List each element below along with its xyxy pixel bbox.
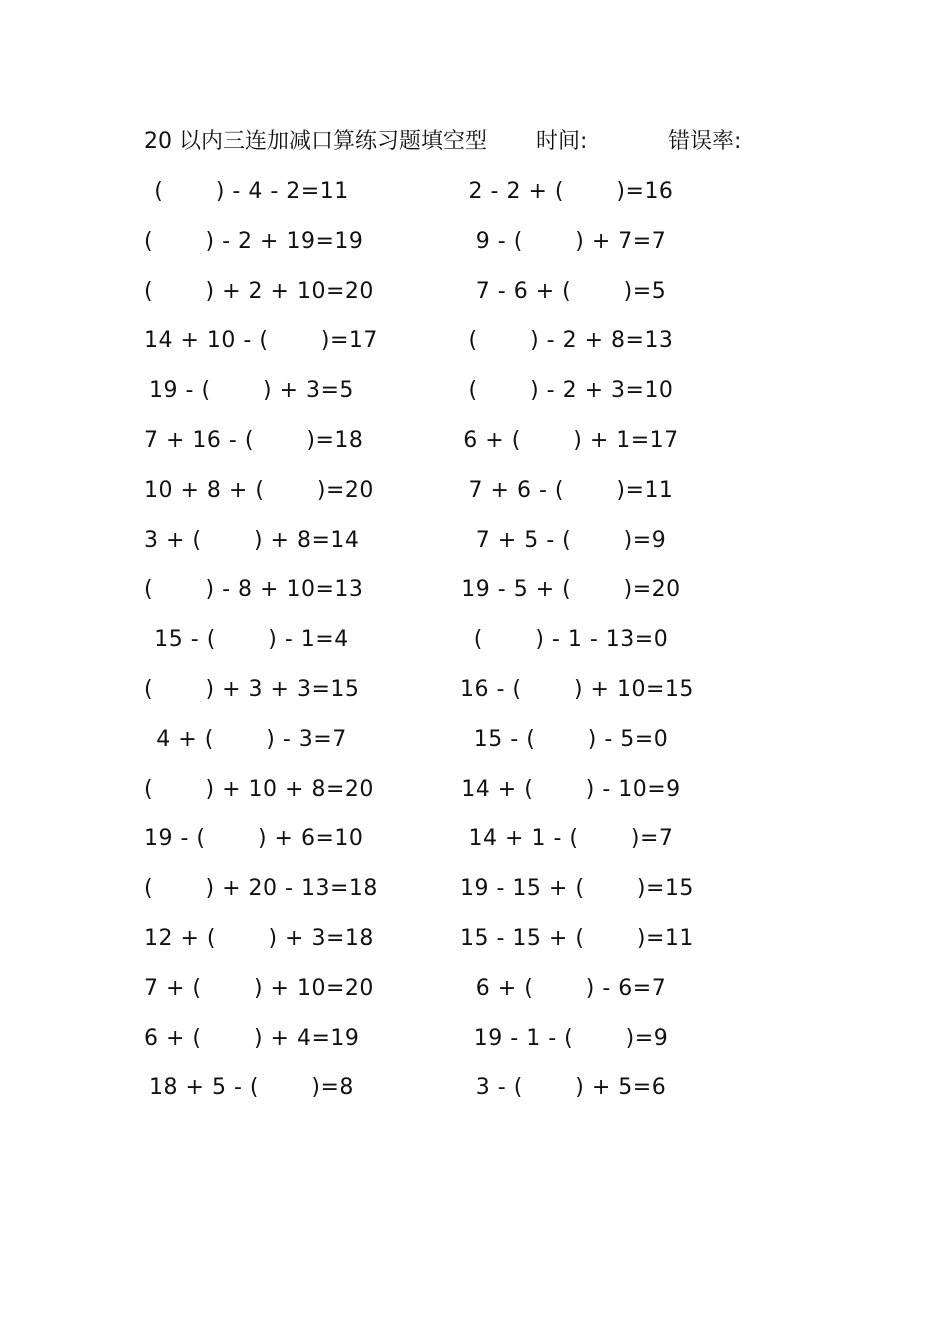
problem-right-11: 16 - ( ) + 10=15 bbox=[460, 676, 694, 702]
problem-left-5: 19 - ( ) + 3=5 bbox=[149, 378, 354, 404]
problem-right-8: 7 + 5 - ( )=9 bbox=[475, 527, 667, 553]
problem-right-12: 15 - ( ) - 5=0 bbox=[473, 726, 669, 752]
problem-right-17: 6 + ( ) - 6=7 bbox=[475, 975, 667, 1001]
problem-right-15: 19 - 15 + ( )=15 bbox=[460, 876, 694, 902]
problem-right-19: 3 - ( ) + 5=6 bbox=[475, 1075, 667, 1101]
worksheet-header bbox=[144, 124, 764, 160]
problem-left-15: ( ) + 20 - 13=18 bbox=[144, 876, 378, 902]
time-label: 时间: bbox=[536, 129, 588, 154]
problem-left-4: 14 + 10 - ( )=17 bbox=[144, 328, 378, 354]
problem-right-10: ( ) - 1 - 13=0 bbox=[473, 627, 669, 653]
left-problem-column bbox=[144, 174, 378, 1120]
problem-right-5: ( ) - 2 + 3=10 bbox=[468, 378, 674, 404]
problem-left-8: 3 + ( ) + 8=14 bbox=[144, 527, 360, 553]
problem-right-16: 15 - 15 + ( )=11 bbox=[460, 925, 694, 951]
problem-right-4: ( ) - 2 + 8=13 bbox=[468, 328, 674, 354]
worksheet-title: 20 以内三连加减口算练习题填空型 bbox=[144, 129, 487, 154]
problem-left-3: ( ) + 2 + 10=20 bbox=[144, 278, 374, 304]
problem-right-6: 6 + ( ) + 1=17 bbox=[463, 427, 679, 453]
problem-right-2: 9 - ( ) + 7=7 bbox=[475, 228, 667, 254]
problem-right-3: 7 - 6 + ( )=5 bbox=[475, 278, 667, 304]
problem-left-17: 7 + ( ) + 10=20 bbox=[144, 975, 374, 1001]
problem-right-9: 19 - 5 + ( )=20 bbox=[461, 577, 681, 603]
problem-left-6: 7 + 16 - ( )=18 bbox=[144, 427, 364, 453]
problem-left-1: ( ) - 4 - 2=11 bbox=[154, 179, 349, 204]
error-rate-label: 错误率: bbox=[668, 129, 742, 154]
problem-right-1: 2 - 2 + ( )=16 bbox=[468, 179, 674, 204]
problem-right-18: 19 - 1 - ( )=9 bbox=[473, 1025, 669, 1051]
problem-left-11: ( ) + 3 + 3=15 bbox=[144, 676, 360, 702]
problem-left-10: 15 - ( ) - 1=4 bbox=[154, 627, 349, 653]
problem-left-13: ( ) + 10 + 8=20 bbox=[144, 776, 374, 802]
problem-left-2: ( ) - 2 + 19=19 bbox=[144, 228, 364, 254]
problem-right-14: 14 + 1 - ( )=7 bbox=[468, 826, 674, 852]
problem-right-7: 7 + 6 - ( )=11 bbox=[468, 477, 674, 503]
problem-left-14: 19 - ( ) + 6=10 bbox=[144, 826, 364, 852]
right-problem-column bbox=[460, 174, 694, 1120]
problem-left-16: 12 + ( ) + 3=18 bbox=[144, 925, 374, 951]
problem-left-19: 18 + 5 - ( )=8 bbox=[149, 1075, 354, 1101]
problem-left-9: ( ) - 8 + 10=13 bbox=[144, 577, 364, 603]
problem-left-12: 4 + ( ) - 3=7 bbox=[156, 726, 347, 752]
problem-left-18: 6 + ( ) + 4=19 bbox=[144, 1025, 360, 1051]
problem-right-13: 14 + ( ) - 10=9 bbox=[461, 776, 681, 802]
problem-left-7: 10 + 8 + ( )=20 bbox=[144, 477, 374, 503]
